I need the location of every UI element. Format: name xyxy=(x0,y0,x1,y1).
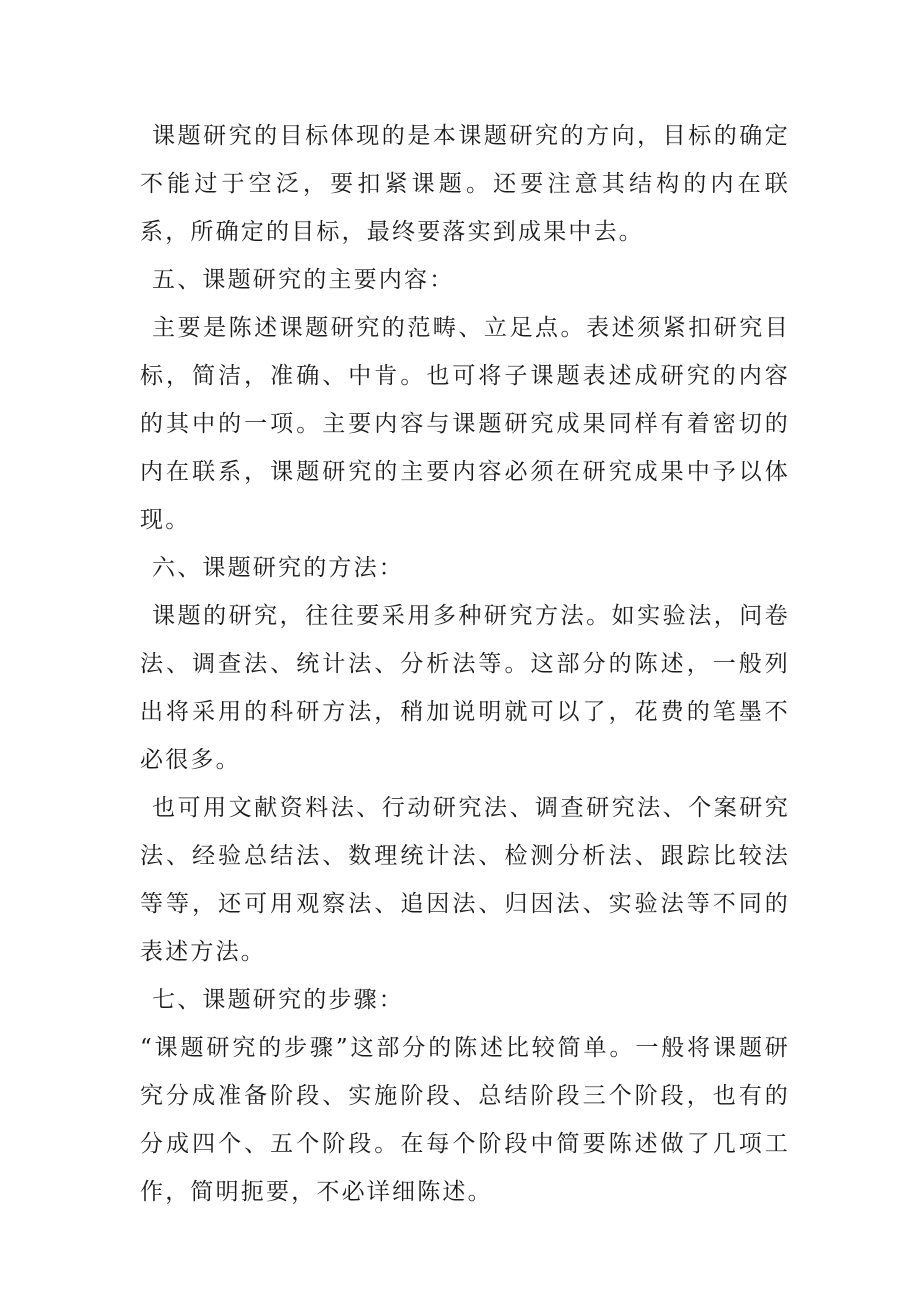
paragraph-methods: 课题的研究，往往要采用多种研究方法。如实验法，问卷法、调查法、统计法、分析法等。这部分的陈述，一般列出将采用的科研方法，稍加说明就可以了，花费的笔墨不必很多。 xyxy=(140,603,790,773)
paragraph-research-goals: 课题研究的目标体现的是本课题研究的方向，目标的确定不能过于空泛，要扣紧课题。还要注意其结构的内在联系，所确定的目标，最终要落实到成果中去。 xyxy=(140,123,790,245)
document-body xyxy=(140,112,790,1216)
heading-methods: 六、课题研究的方法： xyxy=(152,555,404,581)
paragraph-steps: “课题研究的步骤”这部分的陈述比较简单。一般将课题研究分成准备阶段、实施阶段、总结阶段三个阶段，也有的分成四个、五个阶段。在每个阶段中简要陈述做了几项工作，简明扼要，不必详细陈述。 xyxy=(140,1035,790,1205)
paragraph-methods-list: 也可用文献资料法、行动研究法、调查研究法、个案研究法、经验总结法、数理统计法、检测分析法、跟踪比较法等等，还可用观察法、追因法、归因法、实验法等不同的表述方法。 xyxy=(140,795,790,965)
heading-main-content: 五、课题研究的主要内容： xyxy=(152,267,455,293)
heading-steps: 七、课题研究的步骤： xyxy=(152,987,404,1013)
paragraph-main-content: 主要是陈述课题研究的范畴、立足点。表述须紧扣研究目标，简洁，准确、中肯。也可将子课题表述成研究的内容的其中的一项。主要内容与课题研究成果同样有着密切的内在联系，课题研究的主要内容必须在研究成果中予以体现。 xyxy=(140,315,790,533)
